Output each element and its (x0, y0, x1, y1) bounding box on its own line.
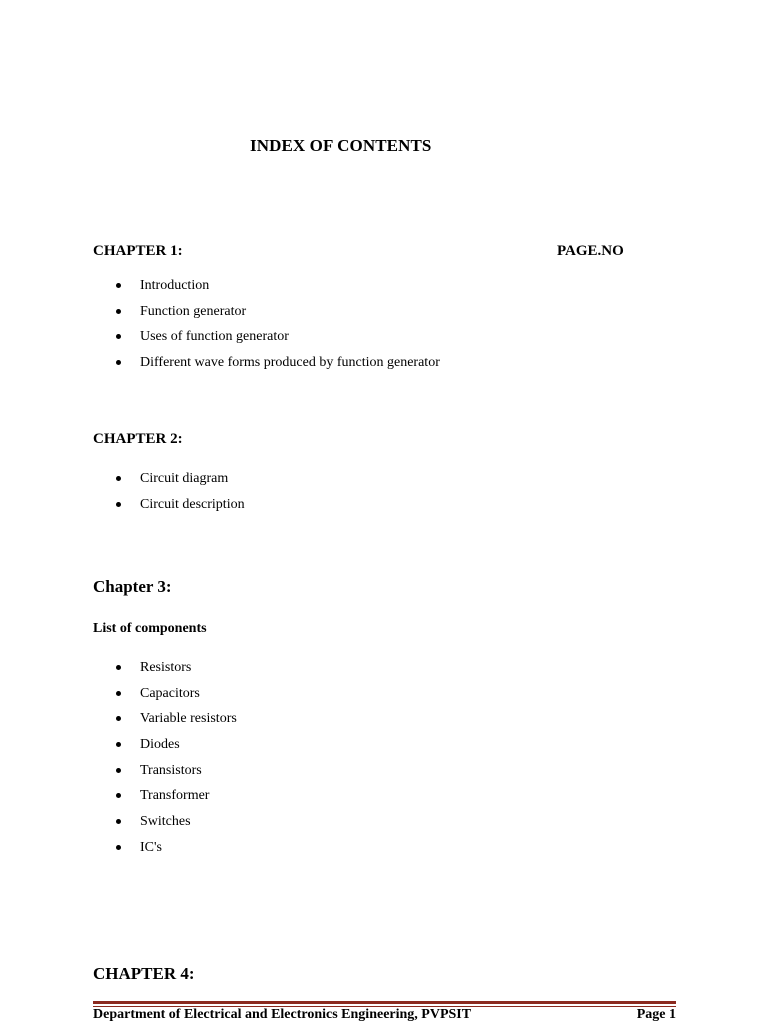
footer-department: Department of Electrical and Electronics Engineering, PVPSIT (93, 1007, 472, 1022)
bullet-icon (116, 360, 121, 365)
list-item: IC's (116, 838, 237, 864)
list-item: Introduction (116, 276, 440, 302)
bullet-icon (116, 716, 121, 721)
bullet-icon (116, 476, 121, 481)
list-item: Different wave forms produced by function generator (116, 353, 440, 379)
footer-divider (93, 1001, 676, 1004)
chapter-3-heading: Chapter 3: (93, 577, 172, 596)
list-item: Uses of function generator (116, 327, 440, 353)
bullet-icon (116, 768, 121, 773)
bullet-icon (116, 819, 121, 824)
list-item: Circuit description (116, 495, 245, 521)
list-item: Transistors (116, 761, 237, 787)
list-item: Circuit diagram (116, 469, 245, 495)
chapter-4-heading: CHAPTER 4: (93, 964, 195, 983)
list-item: Diodes (116, 735, 237, 761)
list-item: Function generator (116, 302, 440, 328)
chapter-2-heading: CHAPTER 2: (93, 431, 183, 447)
chapter-3-subheading: List of components (93, 621, 207, 636)
page-number-column-header: PAGE.NO (557, 243, 624, 259)
chapter-1-list (116, 276, 440, 379)
chapter-3-list (116, 658, 237, 864)
bullet-icon (116, 665, 121, 670)
bullet-icon (116, 334, 121, 339)
list-item: Transformer (116, 786, 237, 812)
bullet-icon (116, 309, 121, 314)
bullet-icon (116, 793, 121, 798)
bullet-icon (116, 742, 121, 747)
bullet-icon (116, 502, 121, 507)
list-item: Resistors (116, 658, 237, 684)
bullet-icon (116, 283, 121, 288)
bullet-icon (116, 845, 121, 850)
footer-page-number: Page 1 (636, 1007, 676, 1022)
list-item: Variable resistors (116, 709, 237, 735)
list-item: Switches (116, 812, 237, 838)
chapter-1-heading: CHAPTER 1: (93, 243, 183, 259)
chapter-2-list (116, 469, 245, 520)
bullet-icon (116, 691, 121, 696)
list-item: Capacitors (116, 684, 237, 710)
page-title: INDEX OF CONTENTS (250, 136, 432, 155)
